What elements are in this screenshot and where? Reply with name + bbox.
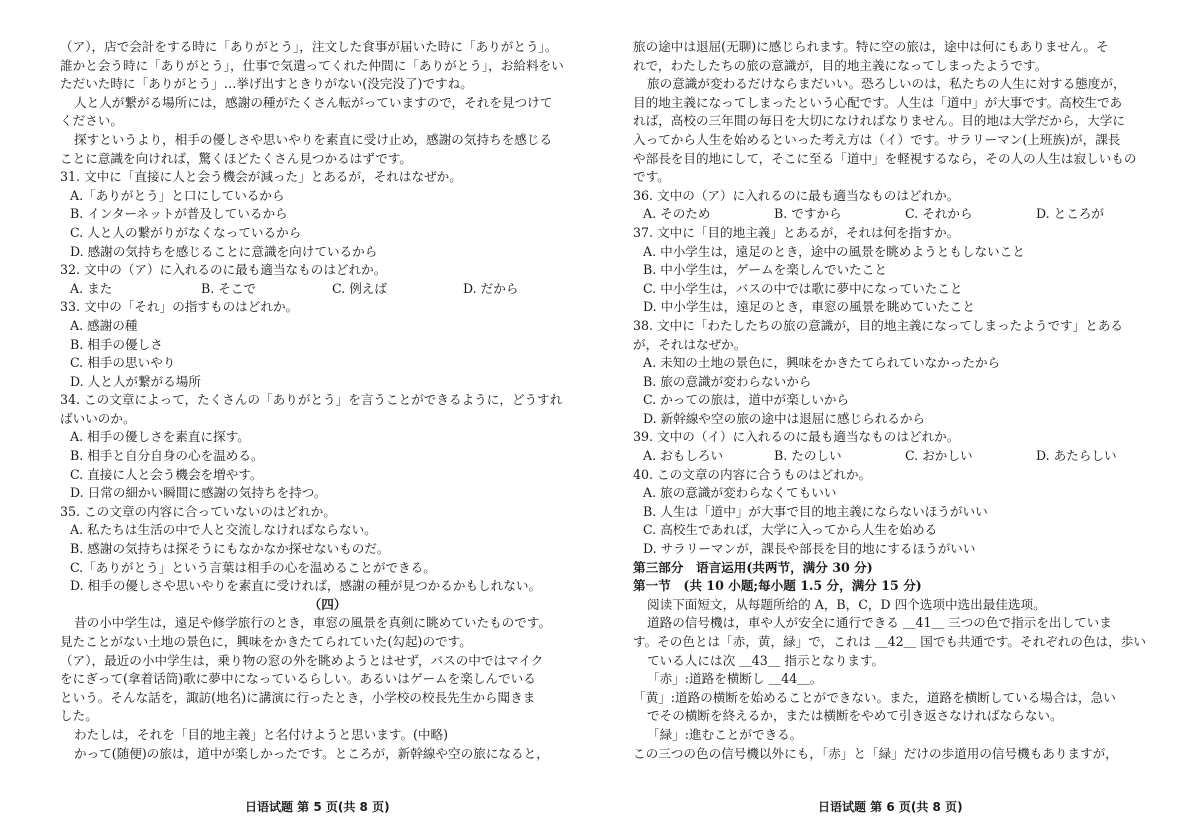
right-page	[633, 38, 1168, 763]
text-line: 旅の意識が変わるだけならまだいい。恐ろしいのは，私たちの人生に対する態度が，	[647, 76, 1126, 92]
section-heading: （四）	[308, 596, 347, 612]
option-line: C.「ありがとう」という言葉は相手の心を温めることができる。	[70, 559, 436, 575]
text-line: 道路の信号機は，車や人が安全に通行できる ＿41＿ 三つの色で指示を出していま	[647, 615, 1112, 631]
option-line: A. 旅の意識が変わらなくてもいい	[643, 485, 837, 501]
left-page-footer: 日语试题 第 5 页(共 8 页)	[245, 800, 390, 814]
text-line: （ア），最近の小中学生は，乗り物の窓の外を眺めようとはせず，バスの中ではマイク	[60, 652, 544, 668]
text-line: です。	[633, 169, 670, 185]
text-line: 「赤」:道路を横断し ＿44＿。	[647, 671, 823, 687]
text-line: ください。	[60, 113, 123, 129]
text-line: わたしは，それを「目的地主義」と名付けようと思います。(中略)	[74, 726, 449, 742]
text-line: をにぎって(拿着话筒)歌に夢中になっているらしい。あるいはゲームを楽しんでいる	[60, 671, 536, 687]
option-line: A. 未知の土地の景色に，興味をかきたてられていなかったから	[643, 355, 1001, 371]
option-row	[633, 447, 1168, 466]
option: D. だから	[463, 280, 519, 296]
option-line: A.「ありがとう」と口にしているから	[70, 187, 285, 203]
question-line: 31. 文中に「直接に人と会う機会が減った」とあるが，それはなぜか。	[60, 169, 462, 185]
text-line: が，それはなぜか。	[633, 336, 747, 352]
text-line: した。	[60, 708, 98, 724]
option-line: C. かっての旅は，道中が楽しいから	[643, 392, 850, 408]
option-line: D. サラリーマンが，課長や部長を目的地にするほうがいい	[643, 541, 976, 557]
option: C. 例えば	[332, 280, 387, 296]
option-line: C. 直接に人と会う機会を増やす。	[70, 466, 263, 482]
text-line: 探すというより，相手の優しさや思いやりを素直に受け止め，感謝の気持ちを感じる	[74, 131, 553, 147]
option: C. それから	[905, 206, 973, 222]
option-line: B. 相手の優しさ	[70, 336, 163, 352]
right-page-footer: 日语试题 第 6 页(共 8 页)	[818, 800, 963, 814]
text-line: でその横断を終えるか，または横断をやめて引き返さなければならない。	[647, 708, 1063, 724]
question-line: 39. 文中の（イ）に入れるのに最も適当なものはどれか。	[633, 429, 960, 445]
option-line: B. 感謝の気持ちは探そうにもなかなか探せないものだ。	[70, 541, 390, 557]
text-line: 阅读下面短文，从每题所给的 A，B，C，D 四个选项中选出最佳选项。	[647, 596, 1046, 612]
option: A. また	[70, 280, 113, 296]
option-line: A. 中小学生は，遠足のとき，途中の風景を眺めようともしないこと	[643, 243, 1025, 259]
option: A. そのため	[643, 206, 711, 222]
text-line: れで，わたしたちの旅の意識が，目的地主義になってしまったようです。	[633, 57, 1048, 73]
option-line: C. 中小学生は，バスの中では歌に夢中になっていたこと	[643, 280, 963, 296]
text-line: 誰かと会う時に「ありがとう」，仕事で気遣ってくれた仲間に「ありがとう」，お給料をい	[60, 57, 564, 73]
option-line: C. 人と人の繋がりがなくなっているから	[70, 224, 302, 240]
text-line: この三つの色の信号機以外にも，「赤」と「緑」だけの歩道用の信号機もありますが，	[633, 745, 1118, 761]
option: D. あたらしい	[1036, 448, 1117, 464]
question-line: 35. この文章の内容に合っていないのはどれか。	[60, 503, 336, 519]
option-line: D. 日常の細かい瞬間に感謝の気持ちを持つ。	[70, 485, 327, 501]
option-line: B. インターネットが普及しているから	[70, 206, 288, 222]
option: A. おもしろい	[643, 448, 724, 464]
option-line: A. 感謝の種	[70, 317, 138, 333]
text-line: 目的地主義になってしまったという心配です。人生は「道中」が大事です。高校生であ	[633, 94, 1123, 110]
option-line: B. 相手と自分自身の心を温める。	[70, 448, 264, 464]
text-line: （ア），店で会計をする時に「ありがとう」，注文した食事が届いた時に「ありがとう」。	[60, 39, 558, 54]
option: C. おかしい	[905, 448, 973, 464]
text-line: や部長を目的地にして，そこに至る「道中」を軽視するなら，その人の人生は寂しいもの	[633, 150, 1137, 166]
question-line: 38. 文中に「わたしたちの旅の意識が，目的地主義になってしまったようです」とある	[633, 317, 1124, 333]
option-line: D. 相手の優しさや思いやりを素直に受ければ，感謝の種が見つかるかもしれない。	[70, 578, 542, 594]
option-line: D. 人と人が繋がる場所	[70, 373, 201, 389]
option-line: A. 相手の優しさを素直に探す。	[70, 429, 250, 445]
option-line: D. 中小学生は，遠足のとき，車窓の風景を眺めていたこと	[643, 299, 975, 315]
text-line: ただいた時に「ありがとう」…挙げ出すときりがない(没完没了)ですね。	[60, 76, 473, 92]
text-line: 第一节 (共 10 小题;每小题 1.5 分，满分 15 分)	[633, 578, 922, 594]
option-row	[60, 280, 595, 299]
option-line: B. 旅の意識が変わらないから	[643, 373, 812, 389]
text-line: 見たことがない土地の景色に，興味をかきたてられていた(勾起)のです。	[60, 634, 472, 649]
text-line: という。そんな話を，諏訪(地名)に講演に行ったとき，小学校の校長先生から聞きま	[60, 689, 536, 705]
text-line: かって(随便)の旅は，道中が楽しかったです。ところが，新幹線や空の旅になると，	[74, 745, 549, 761]
question-line: 40. この文章の内容に合うものはどれか。	[633, 466, 872, 482]
text-line: ている人には次 ＿43＿ 指示となります。	[647, 652, 885, 668]
text-line: ことに意識を向ければ，驚くほどたくさん見つかるはずです。	[60, 150, 412, 166]
left-page	[60, 38, 595, 763]
text-line: 旅の途中は退屈(无聊)に感じられます。特に空の旅は，途中は何にもありません。そ	[633, 39, 1109, 54]
question-line: 36. 文中の（ア）に入れるのに最も適当なものはどれか。	[633, 187, 960, 203]
option-line: B. 人生は「道中」が大事で目的地主義にならないほうがいい	[643, 503, 988, 519]
question-line: 33. 文中の「それ」の指すものはどれか。	[60, 299, 299, 315]
option: B. たのしい	[774, 448, 842, 464]
option-line: D. 感謝の気持ちを感じることに意識を向けているから	[70, 243, 378, 259]
text-line: す。その色とは「赤，黄，緑」で，これは ＿42＿ 国でも共通です。それぞれの色は，歩い	[633, 634, 1146, 649]
text-line: 「黄」:道路の横断を始めることができない。また，道路を横断している場合は，急い	[633, 689, 1116, 705]
text-line: 「緑」:進むことができる。	[647, 726, 803, 742]
option: D. ところが	[1036, 206, 1105, 222]
option-row	[633, 205, 1168, 224]
question-line: 34. この文章によって，たくさんの「ありがとう」を言うことができるように，どうすれ	[60, 392, 563, 408]
text-line: ばいいのか。	[60, 410, 136, 426]
option-line: D. 新幹線や空の旅の途中は退屈に感じられるから	[643, 410, 926, 426]
text-line: 入ってから人生を始めるといった考え方は（イ）です。サラリーマン(上班族)が，課長	[633, 131, 1121, 147]
option-line: C. 高校生であれば，大学に入ってから人生を始める	[643, 522, 938, 538]
text-line: れば，高校の三年間の毎日を大切になければなりません。目的地は大学だから，大学に	[633, 113, 1125, 129]
text-line: 人と人が繋がる場所には，感謝の種がたくさん転がっていますので，それを見つけて	[74, 94, 553, 110]
text-line: 第三部分 语言运用(共两节，满分 30 分)	[633, 559, 873, 575]
option-line: B. 中小学生は，ゲームを楽しんでいたこと	[643, 262, 887, 278]
option-line: C. 相手の思いやり	[70, 355, 176, 371]
text-line: 昔の小中学生は，遠足や修学旅行のとき，車窓の風景を真剣に眺めていたものです。	[74, 615, 552, 631]
question-line: 37. 文中に「目的地主義」とあるが，それは何を指すか。	[633, 224, 960, 240]
question-line: 32. 文中の（ア）に入れるのに最も適当なものはどれか。	[60, 262, 387, 278]
option: B. そこで	[201, 280, 257, 296]
option-line: A. 私たちは生活の中で人と交流しなければならない。	[70, 522, 377, 538]
option: B. ですから	[774, 206, 842, 222]
